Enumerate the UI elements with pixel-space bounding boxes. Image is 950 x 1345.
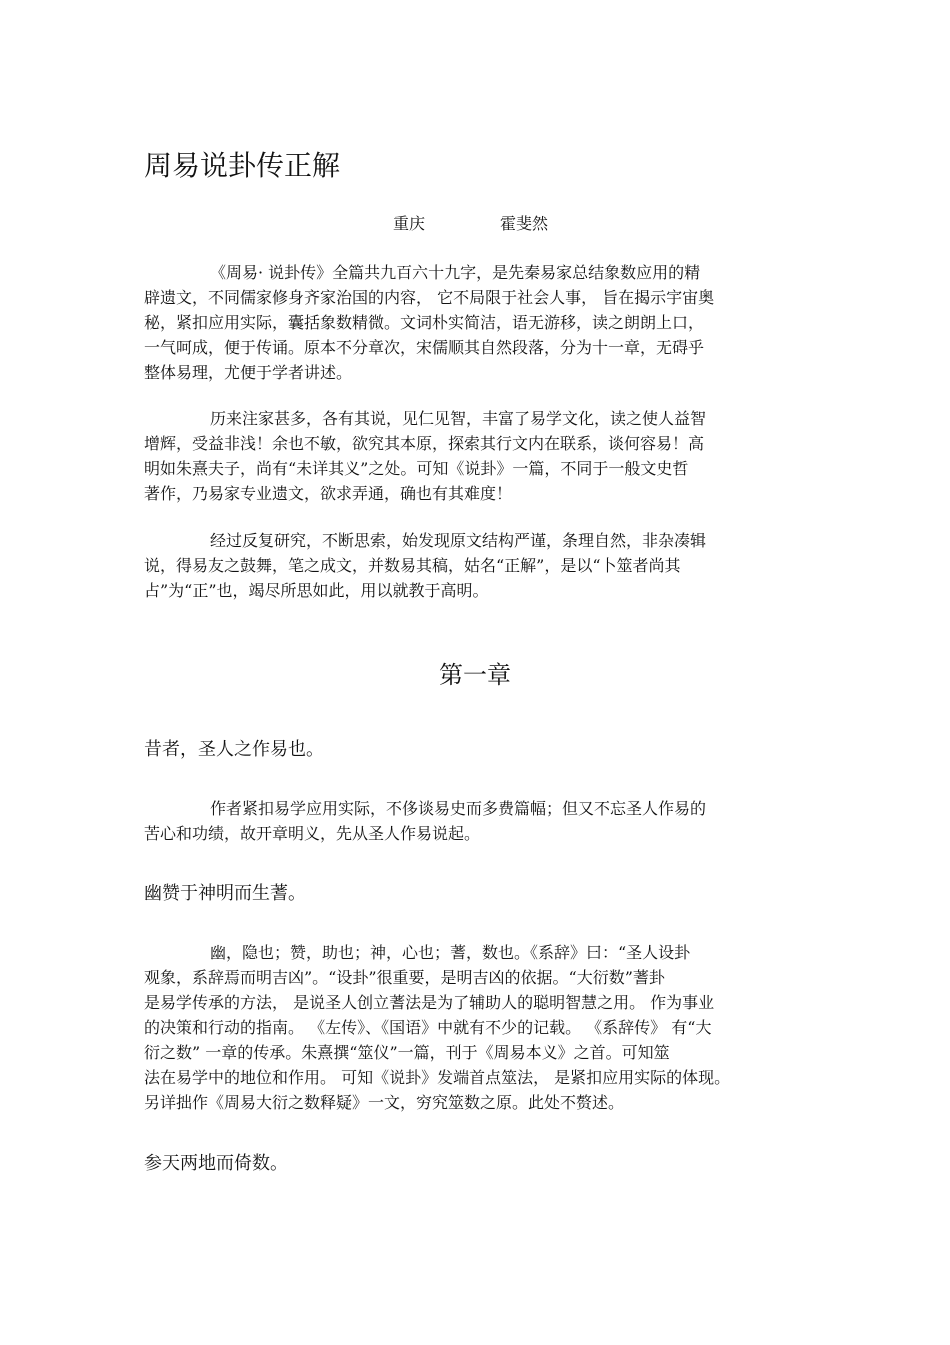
intro-paragraph (144, 528, 809, 603)
text-line: 苦心和功绩，故开章明义，先从圣人作易说起。 (144, 824, 481, 843)
commentary-paragraph (144, 796, 809, 846)
text-line: 作者紧扣易学应用实际，不侈谈易史而多费篇幅；但又不忘圣人作易的 (210, 799, 707, 818)
commentary-paragraph (144, 940, 809, 1115)
intro-paragraph (144, 260, 809, 385)
text-line: 辟遗文，不同儒家修身齐家治国的内容， 它不局限于社会人事， 旨在揭示宇宙奥 (144, 288, 715, 307)
text-line: 经过反复研究，不断思索，始发现原文结构严谨，条理自然，非杂凑辑 (210, 531, 707, 550)
page-title: 周易说卦传正解 (144, 149, 341, 182)
text-line: 观象，系辞焉而明吉凶”。“设卦”很重要，是明吉凶的依据。“大衍数”蓍卦 (144, 968, 665, 987)
text-line: 衍之数” 一章的传承。朱熹撰“筮仪”一篇，刊于《周易本义》之首。可知筮 (144, 1043, 670, 1062)
text-line: 另详拙作《周易大衍之数释疑》一文，穷究筮数之原。此处不赘述。 (144, 1093, 625, 1112)
text-line: 的决策和行动的指南。 《左传》、《国语》中就有不少的记载。 《系辞传》 有“大 (144, 1018, 712, 1037)
byline-place: 重庆 (393, 214, 426, 233)
chapter-heading: 第一章 (439, 661, 511, 689)
text-line: 法在易学中的地位和作用。 可知《说卦》发端首点筮法， 是紧扣应用实际的体现。 (144, 1068, 731, 1087)
text-line: 《周易· 说卦传》全篇共九百六十九字，是先秦易家总结象数应用的精 (210, 263, 701, 282)
text-line: 占”为“正”也，竭尽所思如此，用以就教于高明。 (144, 581, 489, 600)
text-line: 幽，隐也；赞，助也；神，心也；蓍，数也。《系辞》曰：“圣人设卦 (210, 943, 691, 962)
classic-text-quote: 幽赞于神明而生蓍。 (144, 883, 306, 904)
text-line: 说，得易友之鼓舞，笔之成文，并数易其稿，姑名“正解”，是以“卜筮者尚其 (144, 556, 681, 575)
text-line: 著作，乃易家专业遗文，欲求弄通，确也有其难度！ (144, 484, 513, 503)
text-line: 明如朱熹夫子，尚有“未详其义”之处。可知《说卦》一篇，不同于一般文史哲 (144, 459, 689, 478)
text-line: 历来注家甚多，各有其说，见仁见智，丰富了易学文化，读之使人益智 (210, 409, 707, 428)
intro-paragraph (144, 406, 809, 506)
text-line: 秘，紧扣应用实际，囊括象数精微。文词朴实简洁，语无游移，读之朗朗上口， (144, 313, 705, 332)
classic-text-quote: 参天两地而倚数。 (144, 1153, 288, 1174)
text-line: 是易学传承的方法， 是说圣人创立蓍法是为了辅助人的聪明智慧之用。 作为事业 (144, 993, 715, 1012)
text-line: 一气呵成，便于传诵。原本不分章次，宋儒顺其自然段落，分为十一章，无碍乎 (144, 338, 705, 357)
byline-author: 霍斐然 (500, 214, 549, 233)
classic-text-quote: 昔者，圣人之作易也。 (144, 739, 324, 760)
text-line: 整体易理，尤便于学者讲述。 (144, 363, 353, 382)
text-line: 增辉，受益非浅！余也不敏，欲究其本原，探索其行文内在联系，谈何容易！高 (144, 434, 705, 453)
